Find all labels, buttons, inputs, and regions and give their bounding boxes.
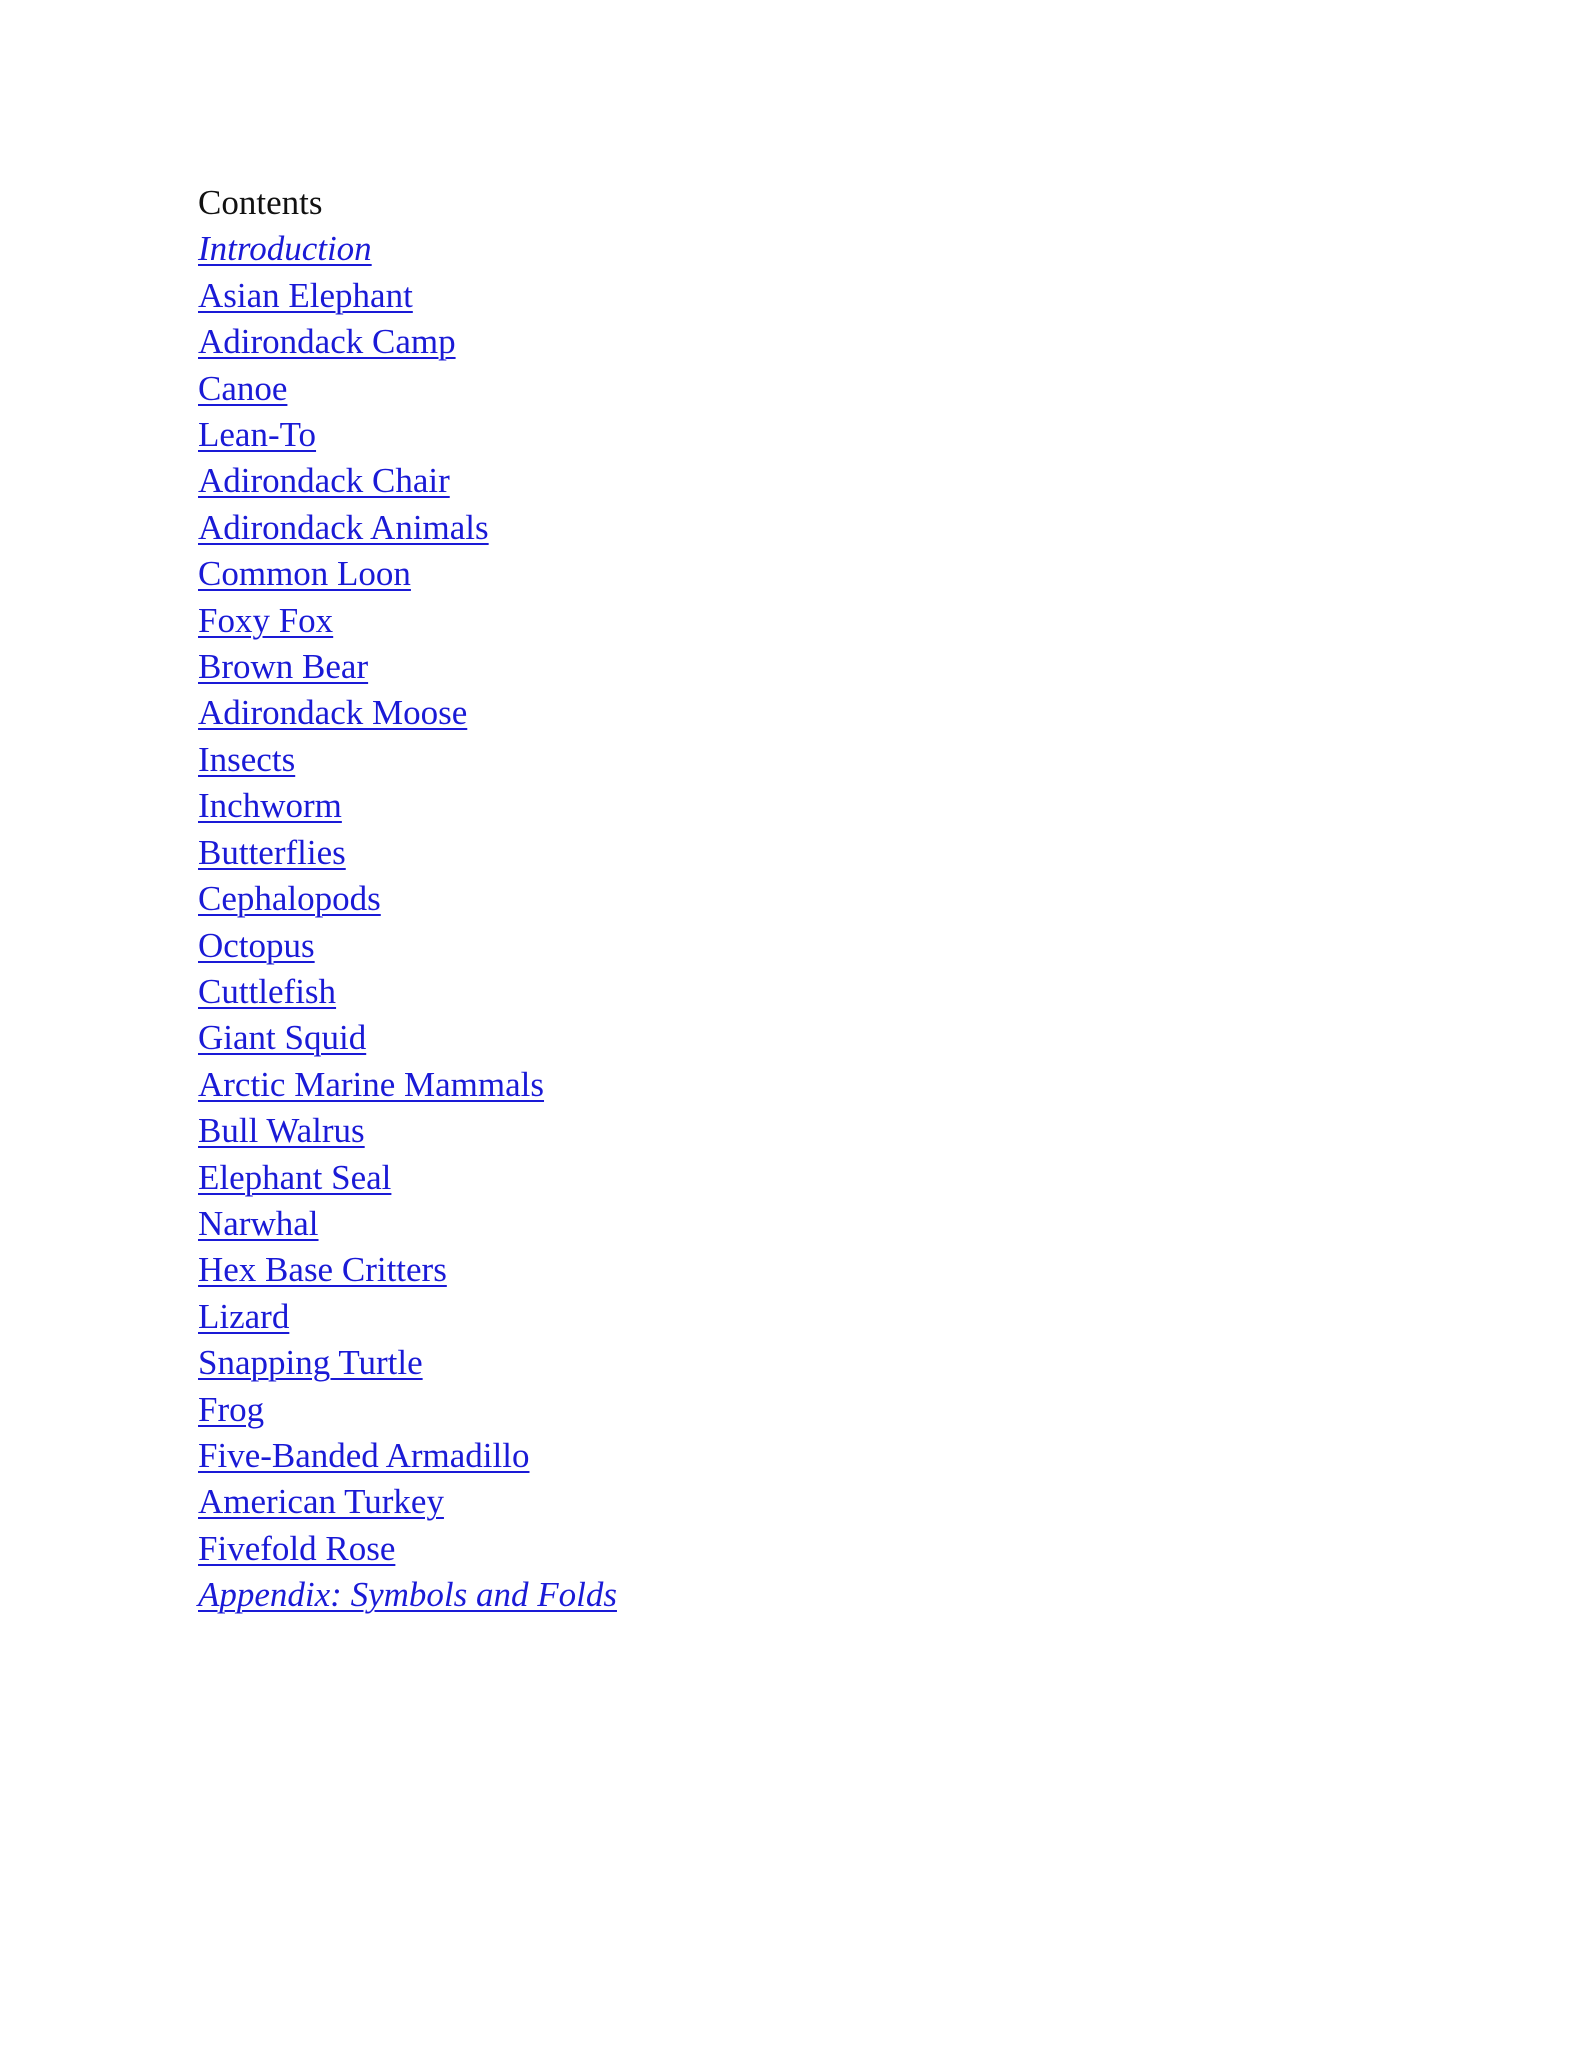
toc-link[interactable]: Lizard — [198, 1296, 290, 1336]
toc-entry — [198, 273, 617, 319]
toc-link[interactable]: Asian Elephant — [198, 275, 413, 315]
toc-entry — [198, 923, 617, 969]
toc-link[interactable]: Hex Base Critters — [198, 1250, 447, 1290]
toc-link[interactable]: Cuttlefish — [198, 971, 337, 1011]
toc-entry — [198, 737, 617, 783]
toc-entry — [198, 1340, 617, 1386]
toc-entry — [198, 458, 617, 504]
toc-entry — [198, 1526, 617, 1572]
toc-entry — [198, 505, 617, 551]
toc-link[interactable]: Snapping Turtle — [198, 1343, 423, 1383]
toc-link[interactable]: Lean-To — [198, 415, 317, 455]
toc-entry — [198, 690, 617, 736]
toc-entry — [198, 319, 617, 365]
toc-link[interactable]: Adirondack Chair — [198, 461, 450, 501]
toc-link[interactable]: Elephant Seal — [198, 1157, 392, 1197]
toc-entry — [198, 1433, 617, 1479]
toc-entry — [198, 1247, 617, 1293]
toc-entry — [198, 969, 617, 1015]
toc-entry — [198, 783, 617, 829]
toc-entry — [198, 551, 617, 597]
toc-link[interactable]: Adirondack Animals — [198, 507, 489, 547]
toc-link[interactable]: Octopus — [198, 925, 315, 965]
toc-link[interactable]: Adirondack Moose — [198, 693, 468, 733]
toc-link[interactable]: Appendix: Symbols and Folds — [198, 1575, 617, 1615]
toc-entry — [198, 1294, 617, 1340]
toc-link[interactable]: American Turkey — [198, 1482, 444, 1522]
toc-entry — [198, 226, 617, 272]
toc-link[interactable]: Bull Walrus — [198, 1111, 365, 1151]
toc-entry — [198, 876, 617, 922]
toc-entry — [198, 598, 617, 644]
toc-link[interactable]: Introduction — [198, 229, 372, 269]
toc-link[interactable]: Adirondack Camp — [198, 322, 456, 362]
toc-entry — [198, 1108, 617, 1154]
toc-link[interactable]: Insects — [198, 739, 296, 779]
toc-entry — [198, 366, 617, 412]
toc-entry — [198, 1062, 617, 1108]
toc-link[interactable]: Butterflies — [198, 832, 346, 872]
toc-entry — [198, 1387, 617, 1433]
toc-link-list — [198, 226, 617, 1618]
toc-entry — [198, 1015, 617, 1061]
toc-entry — [198, 1572, 617, 1618]
toc-entry — [198, 1201, 617, 1247]
table-of-contents — [198, 180, 617, 1619]
toc-link[interactable]: Cephalopods — [198, 879, 381, 919]
toc-link[interactable]: Arctic Marine Mammals — [198, 1064, 545, 1104]
toc-entry — [198, 1479, 617, 1525]
toc-entry — [198, 412, 617, 458]
toc-link[interactable]: Narwhal — [198, 1203, 319, 1243]
toc-link[interactable]: Giant Squid — [198, 1018, 367, 1058]
toc-entry — [198, 830, 617, 876]
toc-link[interactable]: Common Loon — [198, 554, 411, 594]
toc-entry — [198, 644, 617, 690]
toc-link[interactable]: Foxy Fox — [198, 600, 334, 640]
toc-entry — [198, 1155, 617, 1201]
toc-link[interactable]: Inchworm — [198, 786, 342, 826]
toc-link[interactable]: Five-Banded Armadillo — [198, 1435, 530, 1475]
toc-link[interactable]: Frog — [198, 1389, 265, 1429]
toc-link[interactable]: Canoe — [198, 368, 288, 408]
toc-link[interactable]: Brown Bear — [198, 647, 369, 687]
toc-link[interactable]: Fivefold Rose — [198, 1528, 396, 1568]
contents-heading: Contents — [198, 183, 323, 222]
